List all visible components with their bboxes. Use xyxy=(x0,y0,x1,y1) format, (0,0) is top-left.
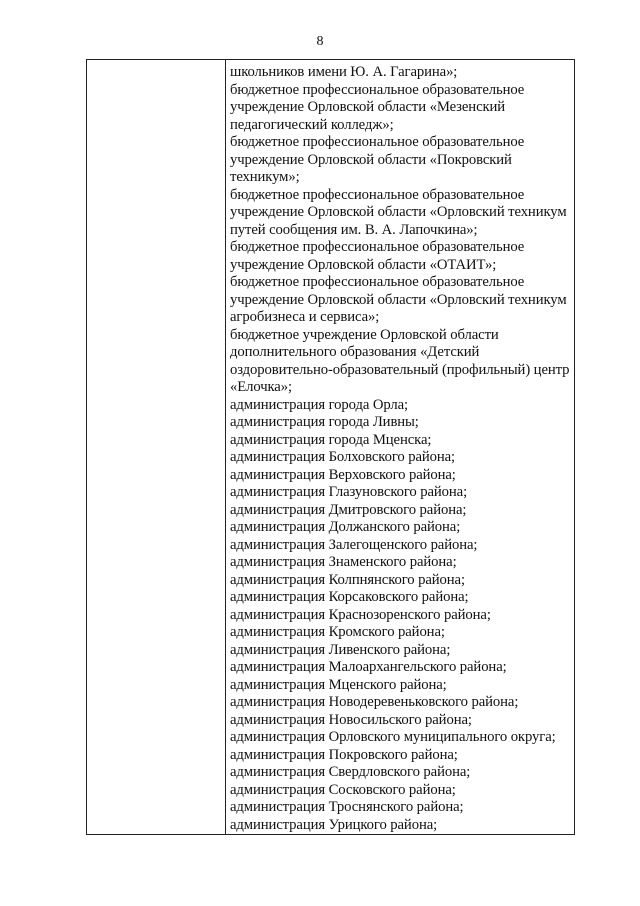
list-item: администрация Урицкого района; xyxy=(230,816,438,833)
list-item: администрация Краснозоренского района; xyxy=(230,606,491,623)
list-item: администрация Должанского района; xyxy=(230,519,461,535)
list-item: бюджетное профессиональное образовательное учреждение Орловской области «ОТАИТ»; xyxy=(230,239,525,273)
document-table xyxy=(86,59,575,835)
list-item: администрация Глазуновского района; xyxy=(230,484,468,500)
table-row xyxy=(87,60,575,835)
list-item: администрация Колпнянского района; xyxy=(230,571,465,588)
list-item: администрация Ливенского района; xyxy=(230,641,451,658)
list-item: администрация Дмитровского района; xyxy=(230,501,467,518)
list-item: администрация Покровского района; xyxy=(230,746,458,763)
list-item: администрация Новосильского района; xyxy=(230,711,472,728)
list-item: администрация города Мценска; xyxy=(230,431,432,448)
list-item: бюджетное профессиональное образовательное учреждение Орловской области «Мезенский педагогический колледж»; xyxy=(230,81,525,133)
right-column-cell xyxy=(226,60,575,835)
list-item: администрация Болховского района; xyxy=(230,449,456,465)
left-column-cell xyxy=(87,60,226,835)
list-item: администрация Малоархангельского района; xyxy=(230,659,507,675)
list-item: администрация города Орла; xyxy=(230,396,409,413)
list-item: администрация Знаменского района; xyxy=(230,554,457,570)
list-item: администрация Верховского района; xyxy=(230,466,456,483)
page-number: 8 xyxy=(316,34,324,49)
list-item: бюджетное профессиональное образовательное учреждение Орловской области «Орловский техникум агробизнеса и сервиса»; xyxy=(230,274,567,325)
list-item: администрация Сосковского района; xyxy=(230,781,456,798)
list-item: администрация города Ливны; xyxy=(230,414,419,430)
list-item: администрация Свердловского района; xyxy=(230,764,471,780)
list-item: бюджетное профессиональное образовательное учреждение Орловской области «Покровский техникум»; xyxy=(230,134,525,185)
list-item: администрация Залегощенского района; xyxy=(230,536,478,553)
list-item: администрация Троснянского района; xyxy=(230,799,464,815)
list-item: администрация Кромского района; xyxy=(230,624,445,640)
list-item: администрация Мценского района; xyxy=(230,676,447,693)
list-item: бюджетное учреждение Орловской области дополнительного образования «Детский оздоровительно-образовательный (профильный) центр «Елочка»; xyxy=(230,326,570,395)
list-item: бюджетное профессиональное образовательное учреждение Орловской области «Орловский техникум путей сообщения им. В. А. Лапочкина»; xyxy=(230,186,567,238)
list-item: администрация Корсаковского района; xyxy=(230,589,469,605)
organization-list xyxy=(230,64,574,834)
list-item: школьников имени Ю. А. Гагарина»; xyxy=(230,64,458,80)
list-item: администрация Новодеревеньковского района; xyxy=(230,694,519,710)
list-item: администрация Орловского муниципального округа; xyxy=(230,729,556,745)
